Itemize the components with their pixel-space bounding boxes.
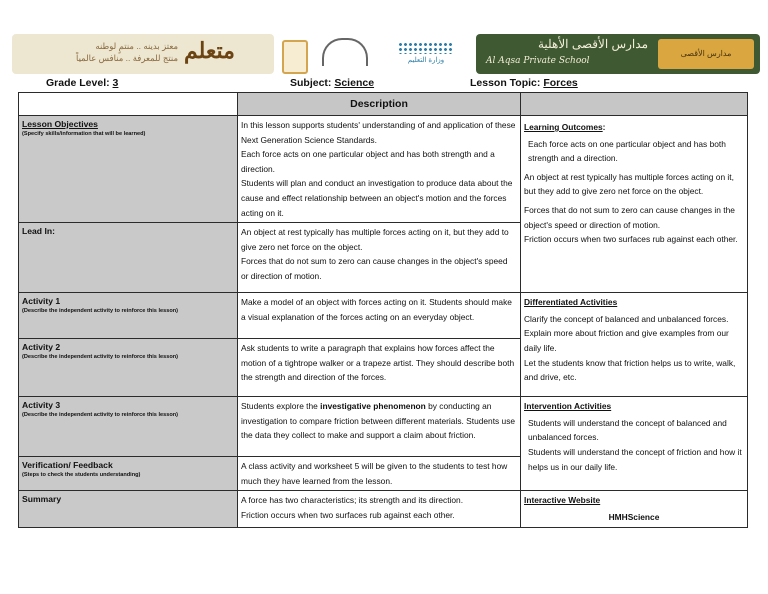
outcomes-title: Learning Outcomes (524, 122, 603, 132)
table-row (19, 397, 748, 457)
activity1-text: Make a model of an object with forces acting on it. Students should make a visual explanation of the forces acting on an everyday object. (241, 297, 512, 322)
table-row (19, 116, 748, 223)
lead-in-label-cell (19, 223, 238, 293)
tagline-line-2: منتج للمعرفة .. منافس عالمياً (76, 53, 178, 63)
activity3-sub: (Describe the independent activity to reinforce this lesson) (22, 412, 179, 419)
objectives-label-cell (19, 116, 238, 223)
lead-in-text-2: Forces that do not sum to zero can cause changes in the object's speed or direction of motion. (241, 256, 508, 281)
activity1-sub: (Describe the independent activity to reinforce this lesson) (22, 308, 179, 315)
activity3-text-after: by conducting an investigation to compare friction between different materials. Students use the data they collect to make and support a claim about friction. (241, 401, 516, 441)
website-name: HMHScience (608, 511, 660, 522)
school-name-arabic: مدارس الأقصى الأهلية (537, 37, 648, 51)
outcome-item: Each force acts on one particular object and has both strength and a direction. (528, 138, 726, 164)
learning-outcomes-cell (521, 116, 748, 293)
differentiated-item: Explain more about friction and give examples from our daily life. (524, 328, 729, 353)
ministry-label: وزارة التعليم (407, 57, 445, 64)
activity3-text-cell (238, 397, 521, 457)
objectives-text-1: In this lesson supports students' understanding of and application of these Next Generation Science Standards. (241, 120, 516, 145)
summary-text-2: Friction occurs when two surfaces rub against each other. (241, 509, 455, 520)
subject-value: Science (334, 77, 375, 89)
lesson-plan-table (18, 92, 748, 528)
summary-text-1: A force has two characteristics; its strength and its direction. (241, 495, 464, 506)
differentiated-cell (521, 293, 748, 397)
activity1-label: Activity 1 (22, 296, 61, 307)
activity2-text-cell (238, 339, 521, 397)
interactive-website-cell (521, 491, 748, 527)
outcome-item: Friction occurs when two surfaces rub against each other. (524, 234, 738, 245)
summary-label-cell (19, 491, 238, 527)
crest-text: مدارس الأقصى (680, 49, 732, 58)
intervention-title: Intervention Activities (524, 401, 612, 412)
verification-sub: (Steps to check the students understanding) (22, 472, 141, 479)
grade-level (46, 77, 118, 89)
brand-name: متعلم (184, 38, 235, 64)
activity1-text-cell (238, 293, 521, 339)
verification-label: Verification/ Feedback (22, 460, 113, 471)
table-header-row (19, 93, 748, 116)
activity3-text-bold: investigative phenomenon (320, 401, 426, 412)
activity3-label-cell (19, 397, 238, 457)
grade-label: Grade Level: (46, 77, 110, 89)
intervention-item: Students will understand the concept of friction and how it helps us in our daily life. (528, 446, 742, 472)
topic-value: Forces (543, 77, 578, 89)
ministry-dots-icon (398, 42, 454, 54)
activity1-label-cell (19, 293, 238, 339)
objectives-text-2: Each force acts on one particular object and has both strength and a direction. (241, 149, 495, 174)
differentiated-item: Let the students know that friction helps us to write, walk, and drive, etc. (524, 357, 736, 383)
school-crest (658, 39, 754, 69)
differentiated-item: Clarify the concept of balanced and unbalanced forces. (524, 313, 729, 324)
activity3-label: Activity 3 (22, 400, 61, 411)
summary-text-cell (238, 491, 521, 527)
grade-value: 3 (112, 77, 119, 89)
tagline-line-1: معتز بدينه .. منتمٍ لوطنه (95, 41, 178, 51)
topic-label: Lesson Topic: (470, 77, 541, 89)
objectives-text-3: Students will plan and conduct an investigation to produce data about the cause and effect relationship between an object's motion and the forces acting on it. (241, 178, 513, 218)
header-banner (12, 34, 760, 76)
objectives-sub: (Specify skills/information that will be learned) (22, 131, 146, 137)
lesson-topic (470, 77, 578, 89)
lead-in-text-1: An object at rest typically has multiple forces acting on it, but they add to give zero net force on the object. (241, 227, 509, 252)
verification-text-cell (238, 457, 521, 491)
school-arch-logo (316, 38, 374, 72)
outcomes-colon: : (602, 122, 606, 132)
lead-in-text-cell (238, 223, 521, 293)
activity2-text: Ask students to write a paragraph that explains how forces affect the motion of a tightrope walker or a trapeze artist. They should describe both the strength and direction of the forces. (241, 343, 515, 383)
activity2-sub: (Describe the independent activity to reinforce this lesson) (22, 354, 179, 361)
differentiated-title: Differentiated Activities (524, 297, 618, 308)
arch-icon (322, 38, 368, 66)
outcome-item: An object at rest typically has multiple forces acting on it, but they add to give zero net force on the object. (524, 171, 734, 197)
tagline (18, 40, 178, 64)
subject (290, 77, 374, 89)
website-title: Interactive Website (524, 495, 601, 506)
lead-in-label: Lead In: (22, 226, 55, 237)
description-header: Description (238, 93, 521, 116)
activity3-text-before: Students explore the (241, 401, 321, 412)
activity2-label: Activity 2 (22, 342, 61, 353)
mutaallim-logo-panel (12, 34, 274, 74)
intervention-cell (521, 397, 748, 491)
summary-label: Summary (22, 494, 62, 505)
school-name-english: Al Aqsa Private School (486, 56, 590, 66)
header-empty-cell (19, 93, 238, 116)
ministry-logo (392, 40, 460, 72)
outcome-item: Forces that do not sum to zero can cause changes in the object's speed or direction of motion. (524, 204, 735, 230)
verification-label-cell (19, 457, 238, 491)
header-right-cell (521, 93, 748, 116)
objectives-text-cell (238, 116, 521, 223)
intervention-item: Students will understand the concept of balanced and unbalanced forces. (528, 417, 727, 443)
emblem-icon (282, 40, 308, 74)
table-row (19, 491, 748, 527)
activity3-text (241, 399, 517, 443)
school-name-panel (476, 34, 760, 74)
activity2-label-cell (19, 339, 238, 397)
objectives-label: Lesson Objectives (22, 119, 98, 129)
subject-label: Subject: (290, 77, 332, 89)
table-row (19, 293, 748, 339)
verification-text: A class activity and worksheet 5 will be given to the students to test how much they have learned from the lesson. (241, 461, 508, 486)
